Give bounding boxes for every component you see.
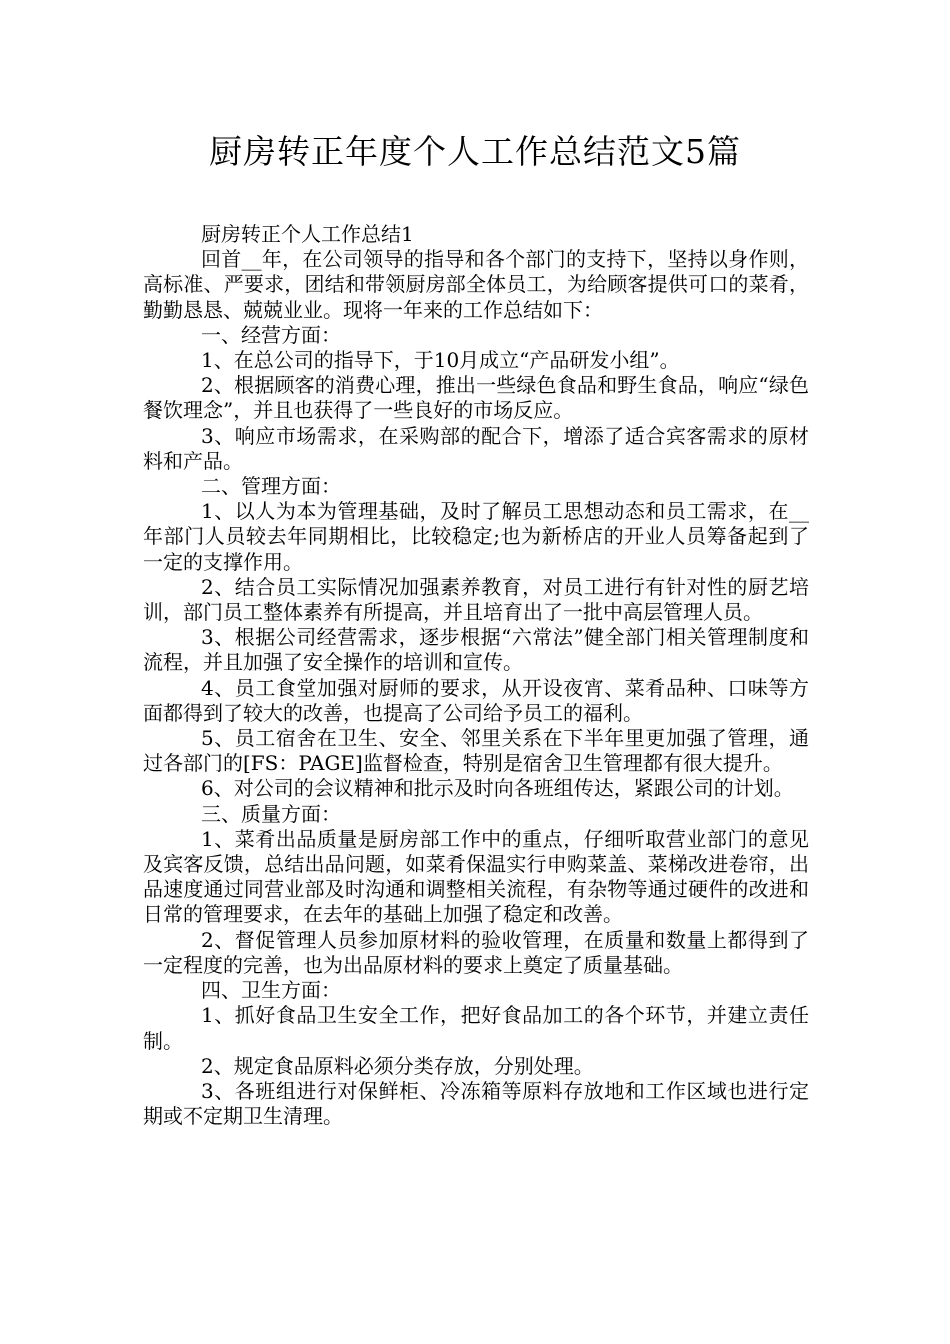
paragraph: 回首__年，在公司领导的指导和各个部门的支持下，坚持以身作则，高标准、严要求，团结和带领厨房部全体员工，为给顾客提供可口的菜肴，勤勤恳恳、兢兢业业。现将一年来的工作总结如下： xyxy=(143,247,809,322)
section-heading: 二、管理方面： xyxy=(201,474,341,499)
paragraph: 2、规定食品原料必须分类存放，分别处理。 xyxy=(201,1053,594,1078)
paragraph: 1、以人为本为管理基础，及时了解员工思想动态和员工需求，在__年部门人员较去年同期相比，比较稳定;也为新桥店的开业人员筹备起到了一定的支撑作用。 xyxy=(143,499,809,574)
paragraph: 1、在总公司的指导下，于10月成立“产品研发小组”。 xyxy=(201,348,680,373)
document-body xyxy=(143,222,809,1129)
paragraph: 5、员工宿舍在卫生、安全、邻里关系在下半年里更加强了管理，通过各部门的[FS：PAGE]监督检查，特别是宿舍卫生管理都有很大提升。 xyxy=(143,726,809,776)
paragraph: 2、结合员工实际情况加强素养教育，对员工进行有针对性的厨艺培训，部门员工整体素养有所提高，并且培育出了一批中高层管理人员。 xyxy=(143,574,809,625)
section-heading: 三、质量方面： xyxy=(201,801,341,826)
section-heading: 四、卫生方面： xyxy=(201,978,341,1003)
paragraph: 1、抓好食品卫生安全工作，把好食品加工的各个环节，并建立责任制。 xyxy=(143,1003,809,1053)
paragraph: 2、督促管理人员参加原材料的验收管理，在质量和数量上都得到了一定程度的完善，也为出品原材料的要求上奠定了质量基础。 xyxy=(143,927,809,977)
section-heading: 一、经营方面： xyxy=(201,322,341,347)
document-title: 厨房转正年度个人工作总结范文5篇 xyxy=(209,132,741,171)
paragraph: 3、响应市场需求，在采购部的配合下，增添了适合宾客需求的原材料和产品。 xyxy=(143,423,809,473)
paragraph: 3、根据公司经营需求，逐步根据“六常法”健全部门相关管理制度和流程，并且加强了安全操作的培训和宣传。 xyxy=(143,625,809,675)
paragraph: 4、员工食堂加强对厨师的要求，从开设夜宵、菜肴品种、口味等方面都得到了较大的改善，也提高了公司给予员工的福利。 xyxy=(143,675,809,725)
section-heading: 厨房转正个人工作总结1 xyxy=(201,222,414,246)
paragraph: 2、根据顾客的消费心理，推出一些绿色食品和野生食品，响应“绿色餐饮理念”，并且也获得了一些良好的市场反应。 xyxy=(143,373,809,423)
paragraph: 3、各班组进行对保鲜柜、冷冻箱等原料存放地和工作区域也进行定期或不定期卫生清理。 xyxy=(143,1078,809,1129)
paragraph: 6、对公司的会议精神和批示及时向各班组传达，紧跟公司的计划。 xyxy=(201,776,794,801)
paragraph: 1、菜肴出品质量是厨房部工作中的重点，仔细听取营业部门的意见及宾客反馈，总结出品问题，如菜肴保温实行申购菜盖、菜梯改进卷帘，出品速度通过同营业部及时沟通和调整相关流程，有杂物等通过硬件的改进和日常的管理要求，在去年的基础上加强了稳定和改善。 xyxy=(143,826,809,927)
